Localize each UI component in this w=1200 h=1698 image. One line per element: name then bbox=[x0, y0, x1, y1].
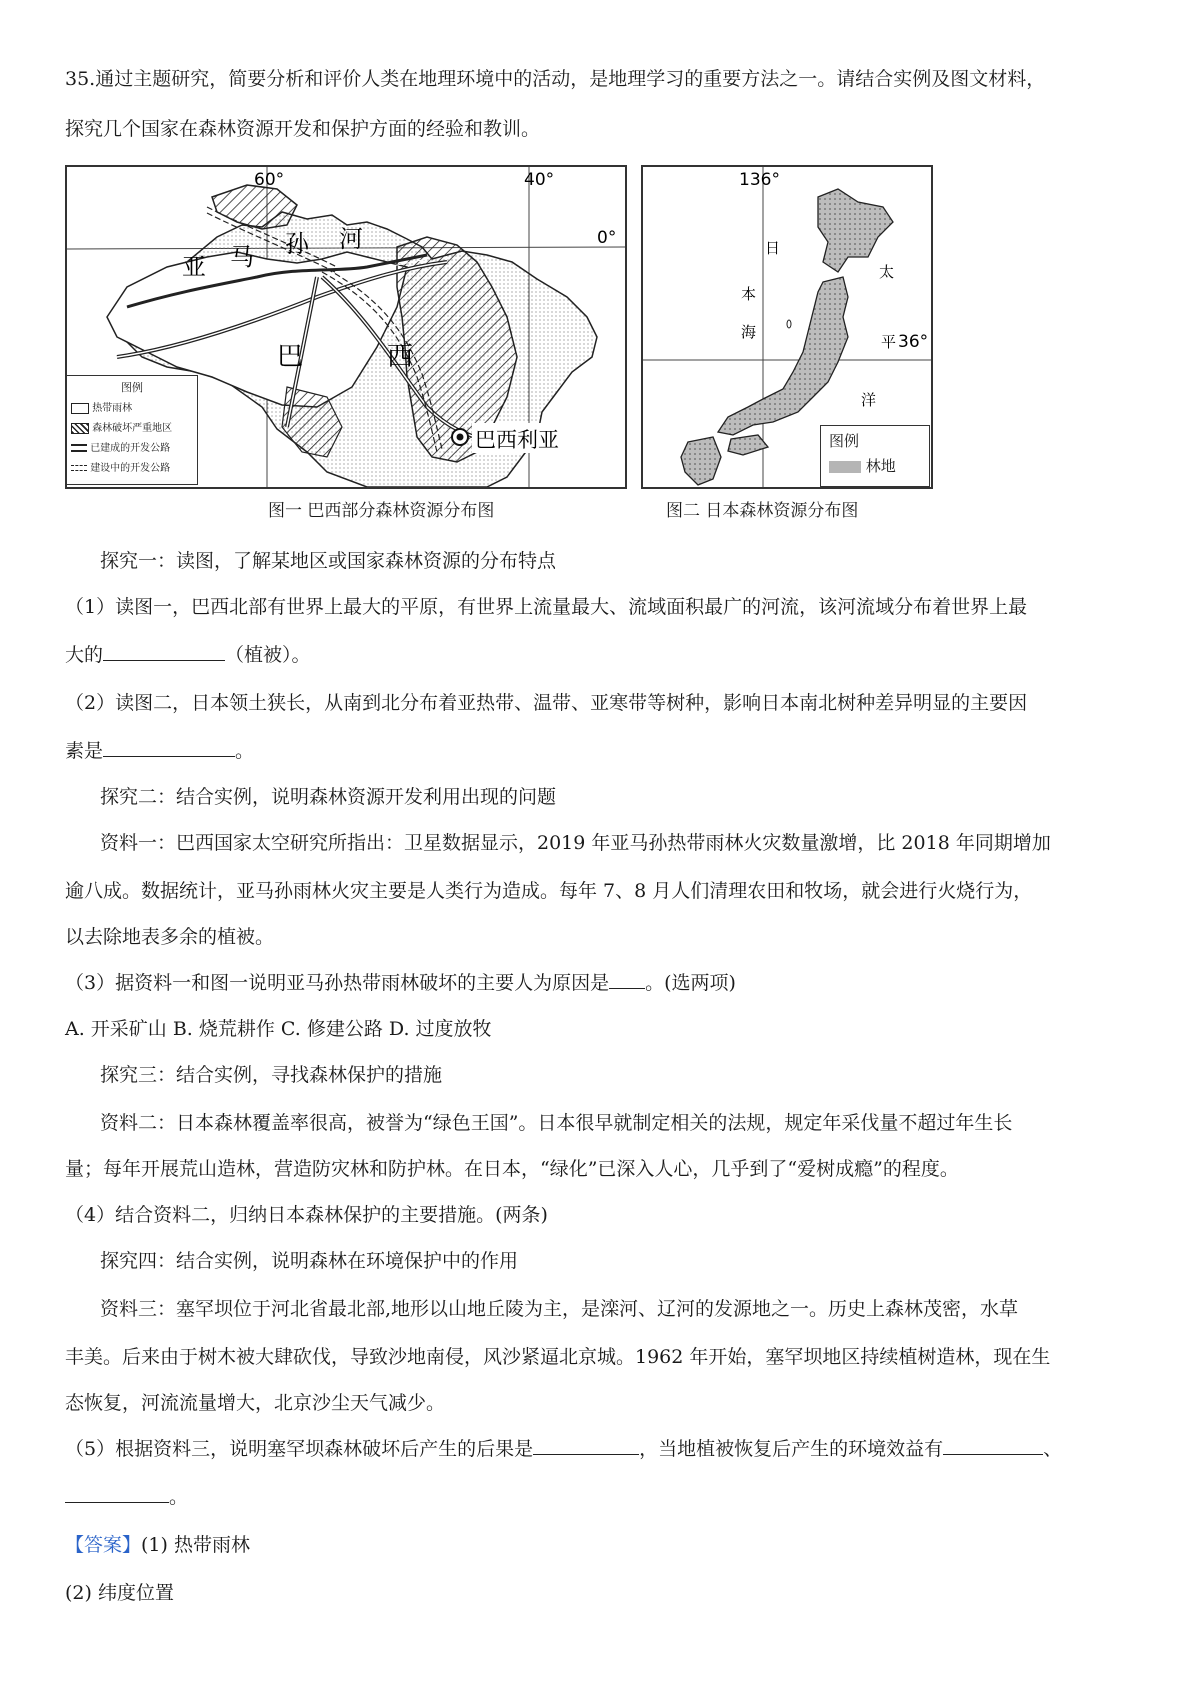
map1-caption: 图一 巴西部分森林资源分布图 bbox=[268, 501, 495, 521]
legend-built-road: 已建成的开发公路 bbox=[71, 439, 193, 454]
map2-legend bbox=[820, 425, 930, 487]
material3-line-3: 态恢复，河流流量增大，北京沙尘天气减少。 bbox=[65, 1392, 446, 1414]
lat-36-label: 36° bbox=[898, 332, 929, 352]
brazil-forest-map bbox=[65, 165, 627, 489]
q5-consequence-blank[interactable] bbox=[533, 1434, 639, 1455]
section4-heading: 探究四：结合实例，说明森林在环境保护中的作用 bbox=[100, 1250, 519, 1272]
material2-line-2: 量；每年开展荒山造林，营造防灾林和防护林。在日本，“绿化”已深入人心，几乎到了“爱树成瘾”的程度。 bbox=[65, 1158, 959, 1180]
question-line-2: 探究几个国家在森林资源开发和保护方面的经验和教训。 bbox=[65, 118, 541, 140]
capital-label: 巴西利亚 bbox=[475, 428, 559, 452]
q3-line: （3）据资料一和图一说明亚马孙热带雨林破坏的主要人为原因是 。(选两项) bbox=[65, 968, 736, 998]
map2-caption: 图二 日本森林资源分布图 bbox=[666, 501, 859, 521]
hokkaido bbox=[818, 189, 893, 272]
sea-char-1: 日 bbox=[765, 239, 781, 257]
ocean-char-2: 平 bbox=[881, 333, 897, 351]
section2-heading: 探究二：结合实例，说明森林资源开发利用出现的问题 bbox=[100, 786, 557, 808]
material1-line-3: 以去除地表多余的植被。 bbox=[65, 926, 275, 948]
river-char-2: 马 bbox=[230, 243, 254, 271]
map1-legend bbox=[66, 375, 198, 485]
ocean-char-1: 太 bbox=[879, 263, 895, 281]
sea-char-2: 本 bbox=[741, 285, 757, 303]
q2-line-2: 素是 。 bbox=[65, 736, 254, 766]
answer-line-1 bbox=[65, 1530, 250, 1560]
q5-benefit-blank-1[interactable] bbox=[943, 1434, 1043, 1455]
q5-line-1: （5）根据资料三，说明塞罕坝森林破坏后产生的后果是 ，当地植被恢复后产生的环境效益有 、 bbox=[65, 1434, 1062, 1464]
q2-line-1: （2）读图二，日本领土狭长，从南到北分布着亚热带、温带、亚寒带等树种，影响日本南北树种差异明显的主要因 bbox=[65, 692, 1028, 714]
legend-rainforest: 热带雨林 bbox=[71, 399, 193, 414]
answer-tag: 【答案】 bbox=[65, 1534, 142, 1556]
q5-line-2: 。 bbox=[65, 1482, 188, 1512]
answer-line-2: (2) 纬度位置 bbox=[65, 1582, 174, 1604]
material1-line-2: 逾八成。数据统计，亚马孙雨林火灾主要是人类行为造成。每年 7、8 月人们清理农田和牧场，就会进行火烧行为， bbox=[65, 880, 1033, 902]
material3-line-2: 丰美。后来由于树木被大肆砍伐，导致沙地南侵，风沙紧逼北京城。1962 年开始，塞罕坝地区持续植树造林，现在生 bbox=[65, 1346, 1051, 1368]
question-line-1: 35.通过主题研究，简要分析和评价人类在地理环境中的活动，是地理学习的重要方法之一。请结合实例及图文材料， bbox=[65, 68, 1046, 90]
section3-heading: 探究三：结合实例，寻找森林保护的措施 bbox=[100, 1064, 443, 1086]
q3-options: A. 开采矿山 B. 烧荒耕作 C. 修建公路 D. 过度放牧 bbox=[65, 1018, 492, 1040]
q1-answer-blank[interactable] bbox=[103, 640, 225, 661]
q1-line-1: （1）读图一，巴西北部有世界上最大的平原，有世界上流量最大、流域面积最广的河流，该河流域分布着世界上最 bbox=[65, 596, 1028, 618]
country-char-1: 巴 bbox=[277, 342, 304, 372]
q1-line-2: 大的 （植被）。 bbox=[65, 640, 311, 670]
legend-forest: 林地 bbox=[829, 455, 921, 476]
honshu bbox=[718, 277, 848, 435]
country-char-2: 西 bbox=[387, 342, 414, 372]
legend-title: 图例 bbox=[121, 381, 143, 394]
river-char-1: 亚 bbox=[182, 253, 206, 281]
lon-40-label: 40° bbox=[524, 170, 555, 190]
deforestation-north bbox=[212, 185, 297, 229]
q4-line: （4）结合资料二，归纳日本森林保护的主要措施。(两条) bbox=[65, 1204, 548, 1226]
sea-char-3: 海 bbox=[741, 323, 757, 341]
kyushu bbox=[681, 437, 721, 485]
shikoku bbox=[728, 435, 768, 455]
legend-deforestation: 森林破坏严重地区 bbox=[71, 419, 193, 434]
legend-title: 图例 bbox=[829, 432, 860, 450]
lon-136-label: 136° bbox=[739, 170, 780, 190]
material3-line-1: 资料三：塞罕坝位于河北省最北部,地形以山地丘陵为主，是滦河、辽河的发源地之一。历史上森林茂密，水草 bbox=[100, 1298, 1019, 1320]
river-char-4: 河 bbox=[339, 225, 363, 253]
legend-road-construction: 建设中的开发公路 bbox=[71, 459, 193, 474]
lat-0-label: 0° bbox=[597, 228, 617, 248]
japan-forest-map bbox=[641, 165, 933, 489]
answer-1: (1) 热带雨林 bbox=[141, 1534, 250, 1556]
river-char-3: 孙 bbox=[285, 230, 309, 258]
section1-heading: 探究一：读图，了解某地区或国家森林资源的分布特点 bbox=[100, 550, 557, 572]
q5-benefit-blank-2[interactable] bbox=[65, 1482, 169, 1503]
ocean-char-3: 洋 bbox=[861, 391, 877, 409]
lon-60-label: 60° bbox=[254, 170, 285, 190]
q2-answer-blank[interactable] bbox=[103, 736, 235, 757]
material2-line-1: 资料二：日本森林覆盖率很高，被誉为“绿色王国”。日本很早就制定相关的法规，规定年采伐量不超过年生长 bbox=[100, 1112, 1013, 1134]
material1-line-1: 资料一：巴西国家太空研究所指出：卫星数据显示，2019 年亚马孙热带雨林火灾数量激增，比 2018 年同期增加 bbox=[100, 832, 1051, 854]
q3-answer-blank[interactable] bbox=[609, 968, 645, 989]
